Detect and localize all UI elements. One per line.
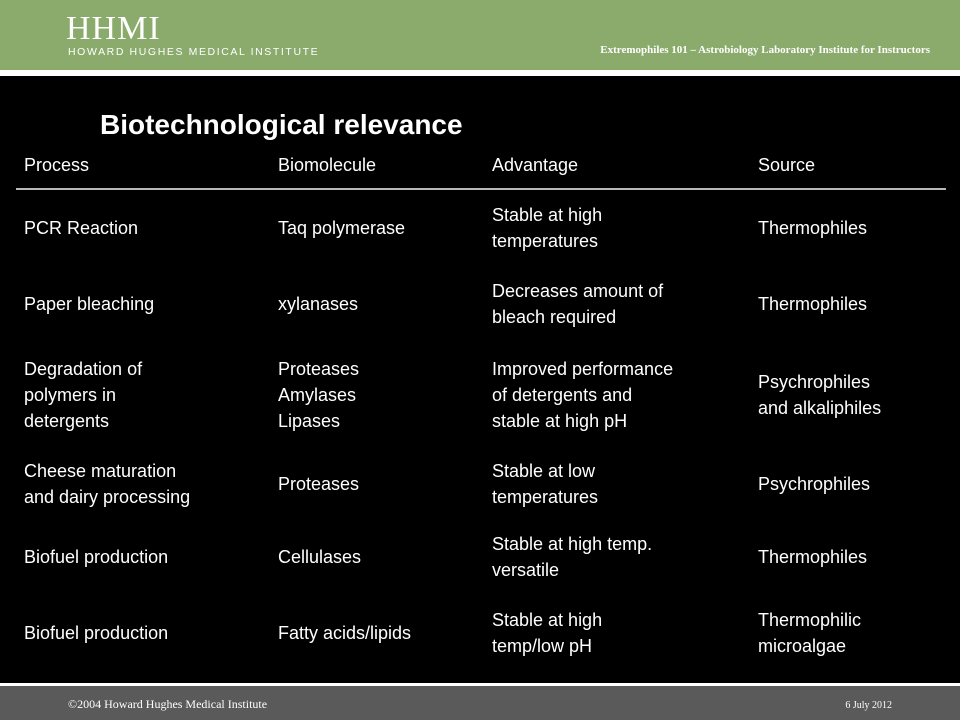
slide-title: Biotechnological relevance bbox=[100, 109, 463, 140]
cell-line: Lipases bbox=[278, 411, 341, 431]
cell-line: microalgae bbox=[758, 636, 847, 656]
cell-line: Stable at high bbox=[492, 610, 603, 630]
cell-line: Paper bleaching bbox=[24, 294, 155, 314]
slide-date: 6 July 2012 bbox=[845, 700, 892, 711]
cell-line: Thermophiles bbox=[758, 547, 868, 567]
cell-line: PCR Reaction bbox=[24, 218, 139, 238]
header-process: Process bbox=[16, 142, 270, 189]
cell-process bbox=[16, 520, 270, 594]
hhmi-logo-subtitle: HOWARD HUGHES MEDICAL INSTITUTE bbox=[68, 46, 320, 58]
cell-line: Biofuel production bbox=[24, 547, 169, 567]
cell-line: and alkaliphiles bbox=[758, 398, 882, 418]
cell-advantage bbox=[484, 520, 750, 594]
cell-line: Fatty acids/lipids bbox=[278, 623, 412, 643]
table-row bbox=[16, 342, 946, 448]
cell-line: of detergents and bbox=[492, 385, 633, 405]
cell-line: Thermophiles bbox=[758, 294, 868, 314]
cell-source bbox=[750, 448, 946, 520]
cell-biomolecule bbox=[270, 520, 484, 594]
cell-line: Taq polymerase bbox=[278, 218, 406, 238]
header-divider bbox=[0, 70, 960, 76]
cell-advantage bbox=[484, 594, 750, 672]
table-row bbox=[16, 594, 946, 672]
cell-biomolecule bbox=[270, 594, 484, 672]
hhmi-logo: HHMI bbox=[66, 10, 161, 47]
cell-advantage bbox=[484, 342, 750, 448]
cell-line: Psychrophiles bbox=[758, 474, 871, 494]
cell-biomolecule bbox=[270, 266, 484, 342]
cell-source bbox=[750, 594, 946, 672]
cell-advantage bbox=[484, 266, 750, 342]
cell-line: versatile bbox=[492, 560, 560, 580]
table-row bbox=[16, 520, 946, 594]
cell-line: xylanases bbox=[278, 294, 359, 314]
cell-process bbox=[16, 266, 270, 342]
cell-biomolecule bbox=[270, 189, 484, 266]
cell-line: Stable at low bbox=[492, 461, 596, 481]
cell-line: Cheese maturation bbox=[24, 461, 177, 481]
cell-line: Degradation of bbox=[24, 359, 143, 379]
table-row bbox=[16, 266, 946, 342]
cell-line: Thermophiles bbox=[758, 218, 868, 238]
cell-process bbox=[16, 448, 270, 520]
cell-process bbox=[16, 189, 270, 266]
cell-source bbox=[750, 266, 946, 342]
cell-source bbox=[750, 520, 946, 594]
cell-line: temp/low pH bbox=[492, 636, 593, 656]
cell-line: and dairy processing bbox=[24, 487, 191, 507]
cell-line: temperatures bbox=[492, 487, 599, 507]
table-header-row bbox=[16, 142, 946, 189]
cell-line: Thermophilic bbox=[758, 610, 862, 630]
biotech-table bbox=[16, 142, 946, 672]
cell-line: Amylases bbox=[278, 385, 357, 405]
cell-advantage bbox=[484, 189, 750, 266]
cell-line: detergents bbox=[24, 411, 110, 431]
cell-line: temperatures bbox=[492, 231, 599, 251]
cell-process bbox=[16, 342, 270, 448]
table-row bbox=[16, 189, 946, 266]
cell-line: Proteases bbox=[278, 359, 360, 379]
cell-advantage bbox=[484, 448, 750, 520]
cell-line: stable at high pH bbox=[492, 411, 628, 431]
header-advantage: Advantage bbox=[484, 142, 750, 189]
cell-line: Decreases amount of bbox=[492, 281, 664, 301]
cell-line: polymers in bbox=[24, 385, 117, 405]
table-row bbox=[16, 448, 946, 520]
cell-biomolecule bbox=[270, 448, 484, 520]
cell-process bbox=[16, 594, 270, 672]
cell-line: Improved performance bbox=[492, 359, 674, 379]
cell-line: Psychrophiles bbox=[758, 372, 871, 392]
cell-source bbox=[750, 342, 946, 448]
cell-source bbox=[750, 189, 946, 266]
cell-line: Cellulases bbox=[278, 547, 362, 567]
cell-line: bleach required bbox=[492, 307, 617, 327]
cell-line: Stable at high temp. bbox=[492, 534, 653, 554]
header-source: Source bbox=[750, 142, 946, 189]
course-title: Extremophiles 101 – Astrobiology Laboratory Institute for Instructors bbox=[600, 44, 930, 56]
header-biomolecule: Biomolecule bbox=[270, 142, 484, 189]
cell-line: Proteases bbox=[278, 474, 360, 494]
cell-line: Biofuel production bbox=[24, 623, 169, 643]
cell-biomolecule bbox=[270, 342, 484, 448]
copyright-text: ©2004 Howard Hughes Medical Institute bbox=[68, 697, 268, 711]
cell-line: Stable at high bbox=[492, 205, 603, 225]
